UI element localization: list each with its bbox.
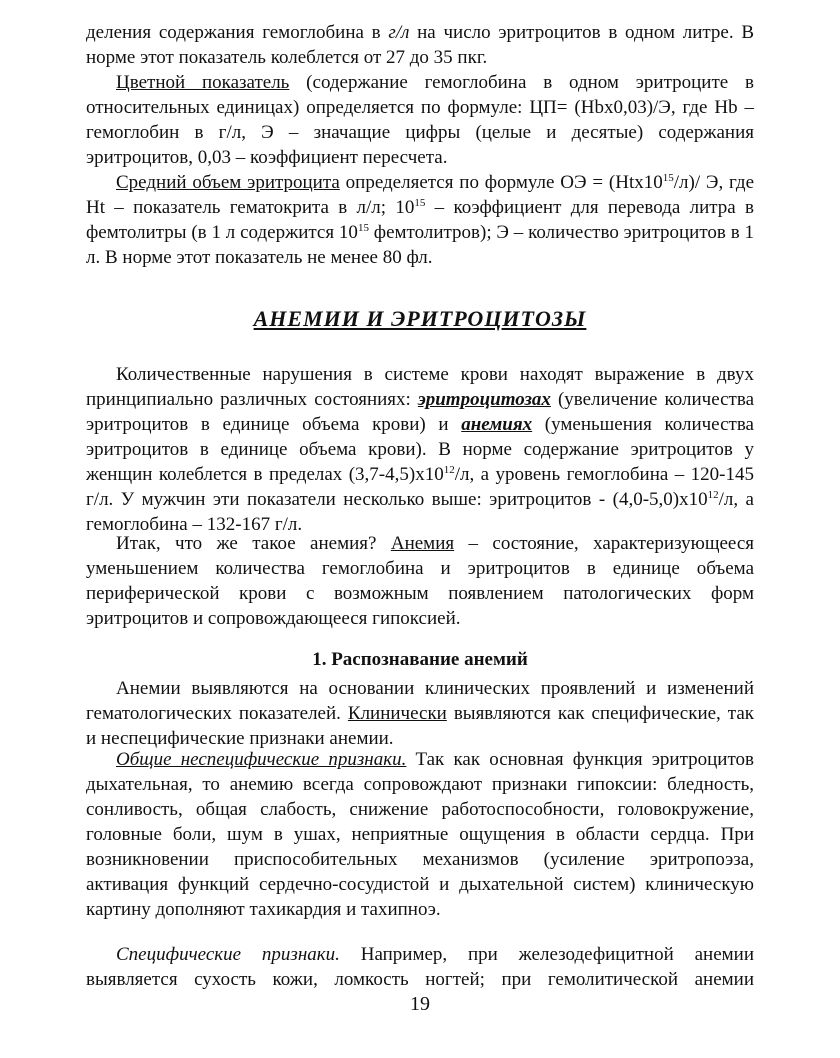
text-span: – коэффициент для перевода литра в фемтолитры (в 1 л содержится 10: [86, 197, 754, 243]
paragraph-color-index: [86, 70, 754, 170]
paragraph-mch: [86, 20, 754, 70]
section-title: АНЕМИИ И ЭРИТРОЦИТОЗЫ: [253, 306, 587, 331]
text-span: на число эритроцитов в одном литре. В норме этот показатель колеблется от 27 до 35 пкг.: [86, 22, 754, 68]
text-span: определяется по формуле ОЭ = (Htх10: [339, 172, 663, 193]
subsection-title: 1. Распознавание анемий: [312, 649, 528, 670]
text-span: Анемии выявляются на основании клинических проявлений и изменений гематологических показателей.: [86, 678, 754, 724]
term-clinically: Клинически: [347, 703, 447, 724]
text-span: (содержание гемоглобина в одном эритроците в относительных единицах) определяется по формуле: ЦП= (Hbх0,03)/Э, где Hb – гемоглобин в г/л, Э – значащие цифры (целые и десятые) содержания эритроцитов, 0,03 – коэффициент пересчета.: [86, 72, 754, 168]
unit-italic: г/л: [388, 22, 410, 43]
term-mcv: Средний объем эритроцита: [116, 172, 340, 193]
term-anemia: анемиях: [461, 414, 533, 435]
text-span: /л, а гемоглобина – 132-167 г/л.: [86, 489, 754, 535]
term-erythrocytosis: эритроцитозах: [417, 389, 551, 410]
paragraph-anemia-definition: [86, 531, 754, 631]
text-span: Так как основная функция эритроцитов дыхательная, то анемию всегда сопровождают признаки гипоксии: бледность, сонливость, общая слабость, снижение работоспособности, головокружение, головные боли, шум в ушах, неприятные ощущения в области сердца. При возникновении приспособительных механизмов (усиление эритропоэза, активация функций сердечно-сосудистой и дыхательной систем) клиническую картину дополняют тахикардия и тахипноэ.: [86, 749, 754, 920]
paragraph-nonspecific-signs: [86, 747, 754, 922]
text-span: (уменьшения количества эритроцитов в единице объема крови). В норме содержание эритроцитов у женщин колеблется в пределах (3,7-4,5)х10: [86, 414, 754, 485]
paragraph-mcv: [86, 170, 754, 270]
term-specific-signs: Специфические признаки.: [116, 944, 340, 965]
term-anemia-definition: Анемия: [390, 533, 455, 554]
paragraph-detection: [86, 676, 754, 751]
text-span: – состояние, характеризующееся уменьшением количества гемоглобина и эритроцитов в единице объема периферической крови с возможным появлением патологических форм эритроцитов и сопровождающееся гипоксией.: [86, 533, 755, 629]
paragraph-specific-signs: [86, 942, 754, 992]
superscript: 15: [414, 197, 426, 209]
term-color-index: Цветной показатель: [116, 72, 290, 93]
text-span: /л)/ Э, где Ht – показатель гематокрита в л/л; 10: [86, 172, 754, 218]
superscript: 15: [662, 172, 674, 184]
paragraph-quantitative-disorders: [86, 362, 754, 537]
text-span: Количественные нарушения в системе крови находят выражение в двух принципиально различных состояниях:: [86, 364, 754, 410]
superscript: 15: [357, 222, 369, 234]
page-number: 19: [410, 993, 430, 1015]
superscript: 12: [707, 489, 719, 501]
text-span: Например, при железодефицитной анемии выявляется сухость кожи, ломкость ногтей; при гемолитической анемии: [86, 944, 754, 990]
text-span: деления содержания гемоглобина в: [86, 22, 389, 43]
text-span: (увеличение количества эритроцитов в единице объема крови) и: [86, 389, 755, 435]
text-span: выявляются как специфические, так и неспецифические признаки анемии.: [86, 703, 754, 749]
text-span: фемтолитров); Э – количество эритроцитов в 1 л. В норме этот показатель не менее 80 фл.: [86, 222, 754, 268]
term-nonspecific-signs: Общие неспецифические признаки.: [116, 749, 407, 770]
text-span: /л, а уровень гемоглобина – 120-145 г/л. У мужчин эти показатели несколько выше: эритроцитов - (4,0-5,0)х10: [86, 464, 754, 510]
superscript: 12: [443, 464, 455, 476]
text-span: Итак, что же такое анемия?: [116, 533, 391, 554]
